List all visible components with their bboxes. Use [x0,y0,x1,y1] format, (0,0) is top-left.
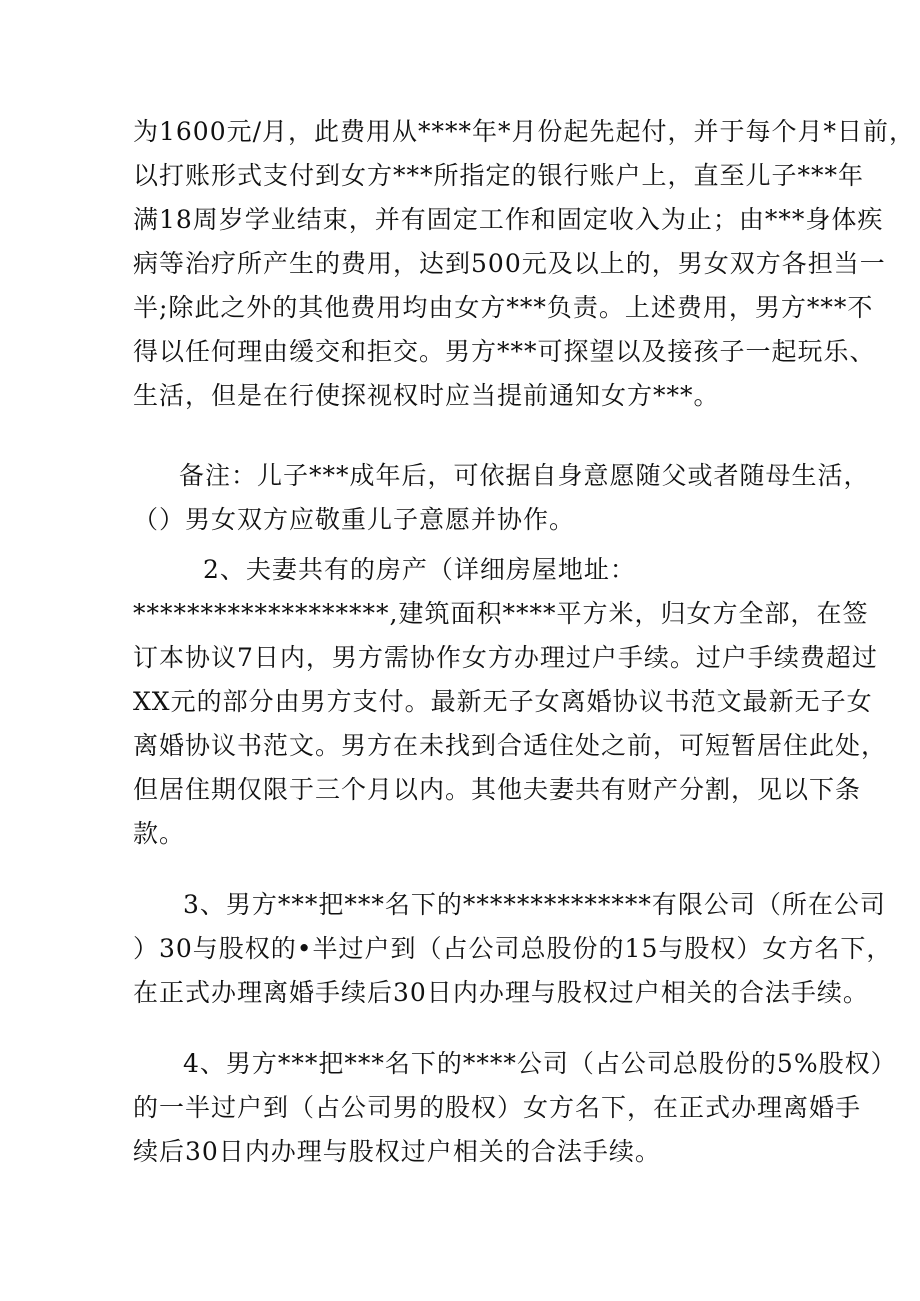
text-line: 半;除此之外的其他费用均由女方***负责。上述费用，男方***不 [133,293,874,322]
text-line: 满18周岁学业结束，并有固定工作和固定收入为止；由***身体疾 [133,205,884,234]
text-line: 续后30日内办理与股权过户相关的合法手续。 [133,1137,661,1166]
text-line: 以打账形式支付到女方***所指定的银行账户上，直至儿子***年 [133,161,865,190]
text-line: 为1600元/月，此费用从****年*月份起先起付，并于每个月*日前， [133,117,916,146]
clause-4-company-shares [133,1042,897,1174]
remark-paragraph [133,454,870,542]
text-line: 的一半过户到（占公司男的股权）女方名下，在正式办理离婚手 [133,1093,862,1122]
text-line: 款。 [133,819,186,848]
custody-payment-paragraph [133,110,916,418]
text-line: 订本协议7日内，男方需协作女方办理过户手续。过户手续费超过 [133,643,878,672]
text-line: 病等治疗所产生的费用，达到500元及以上的，男女双方各担当一 [133,249,886,278]
text-line: 2、夫妻共有的房产（详细房屋地址： [203,555,636,584]
text-line: 但居住期仅限于三个月以内。其他夫妻共有财产分割，见以下条 [133,775,862,804]
text-line: 备注：儿子***成年后，可依据自身意愿随父或者随母生活， [179,461,870,490]
text-line: XX元的部分由男方支付。最新无子女离婚协议书范文最新无子女 [133,687,873,716]
clause-3-company-shares [133,883,893,1015]
text-line: 3、男方***把***名下的**************有限公司（所在公司 [183,890,886,919]
text-line: 生活，但是在行使探视权时应当提前通知女方***。 [133,381,720,410]
text-line: ）30与股权的•半过户到（占公司总股份的15与股权）女方名下， [133,934,893,963]
text-line: 4、男方***把***名下的****公司（占公司总股份的5%股权） [183,1049,897,1078]
text-line: 在正式办理离婚手续后30日内办理与股权过户相关的合法手续。 [133,978,869,1007]
text-line: 离婚协议书范文。男方在未找到合适住处之前，可短暂居住此处， [133,731,888,760]
text-line: （）男女双方应敬重儿子意愿并协作。 [133,505,576,534]
clause-2-property [133,548,888,856]
text-line: *******************,建筑面积****平方米，归女方全部，在签 [133,599,869,628]
text-line: 得以任何理由缓交和拒交。男方***可探望以及接孩子一起玩乐、 [133,337,876,366]
